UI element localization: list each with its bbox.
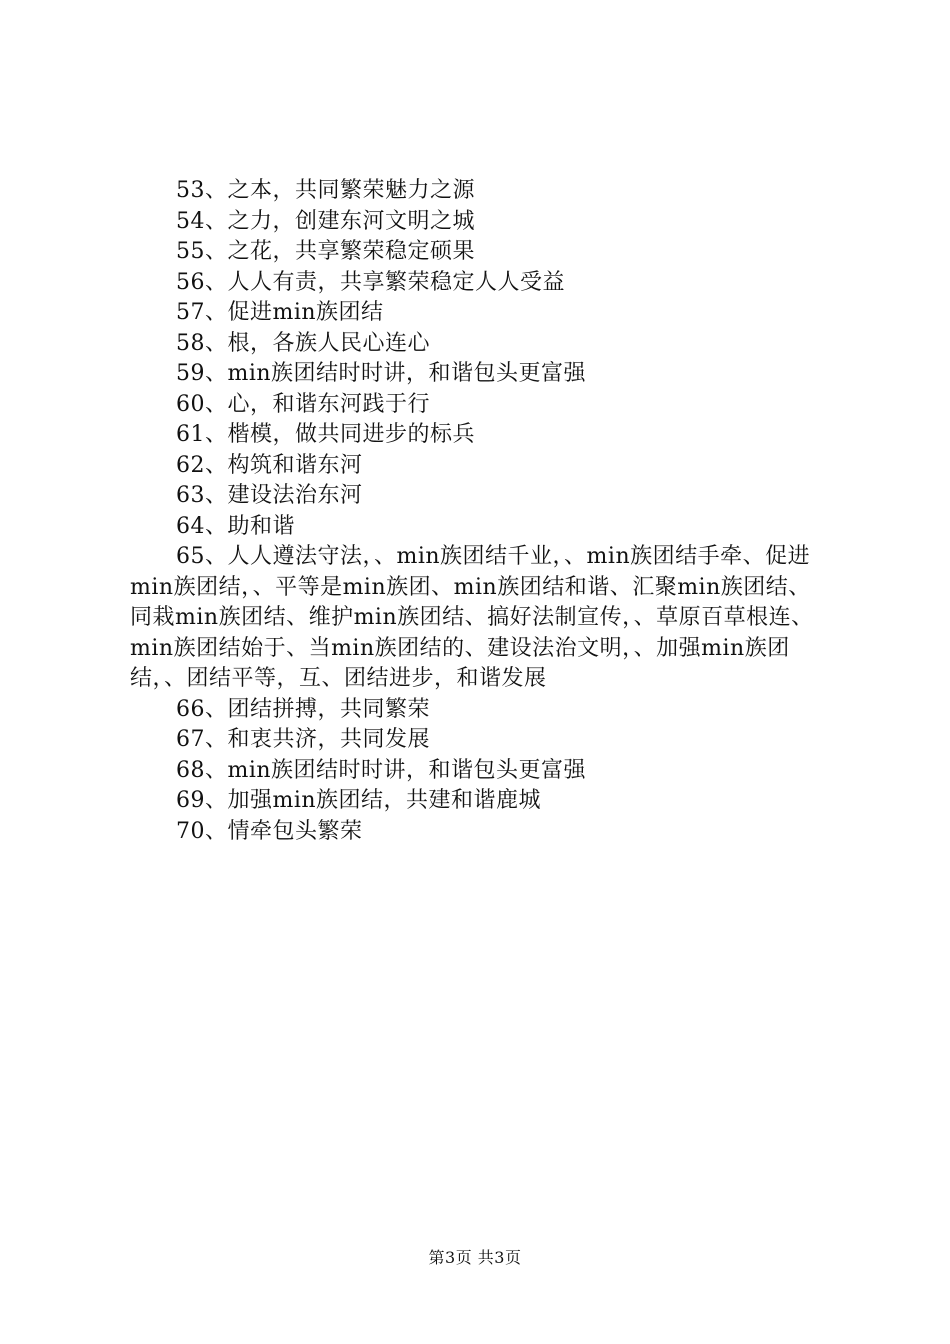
list-item: 53、之本，共同繁荣魅力之源 [176, 178, 475, 203]
list-item: 66、团结拼搏，共同繁荣 [176, 696, 430, 722]
list-item: 59、min族团结时时讲，和谐包头更富强 [176, 361, 587, 386]
page-footer: 第3页 共3页 [428, 1248, 522, 1267]
list-item: 70、情牵包头繁荣 [176, 818, 363, 844]
list-item: 54、之力，创建东河文明之城 [176, 208, 475, 234]
list-item: 63、建设法治东河 [176, 483, 363, 508]
list-item: 60、心，和谐东河践于行 [176, 391, 430, 417]
list-item-long: 65、人人遵法守法，、min族团结千业，、min族团结手牵、促进min族团结，、平等是min族团、min族团结和谐、汇聚min族团结、同栽min族团结、维护min族团结、搞好法制宣传，、草原百草根连、min族团结始于、当min族团结的、建设法治文明，、加强min族团结，、团结平等，互、团结进步，和谐发展 [130, 544, 814, 691]
list-item: 56、人人有责，共享繁荣稳定人人受益 [176, 269, 565, 295]
list-item: 61、楷模，做共同进步的标兵 [176, 422, 475, 447]
list-item: 55、之花，共享繁荣稳定硕果 [176, 239, 475, 264]
list-item: 57、促进min族团结 [176, 300, 384, 325]
list-item: 68、min族团结时时讲，和谐包头更富强 [176, 757, 587, 783]
list-item: 58、根，各族人民心连心 [176, 330, 430, 356]
list-item: 67、和衷共济，共同发展 [176, 727, 430, 752]
list-item: 69、加强min族团结，共建和谐鹿城 [176, 788, 542, 813]
list-item: 62、构筑和谐东河 [176, 452, 363, 478]
slogan-list [130, 176, 830, 847]
list-item: 64、助和谐 [176, 513, 295, 539]
